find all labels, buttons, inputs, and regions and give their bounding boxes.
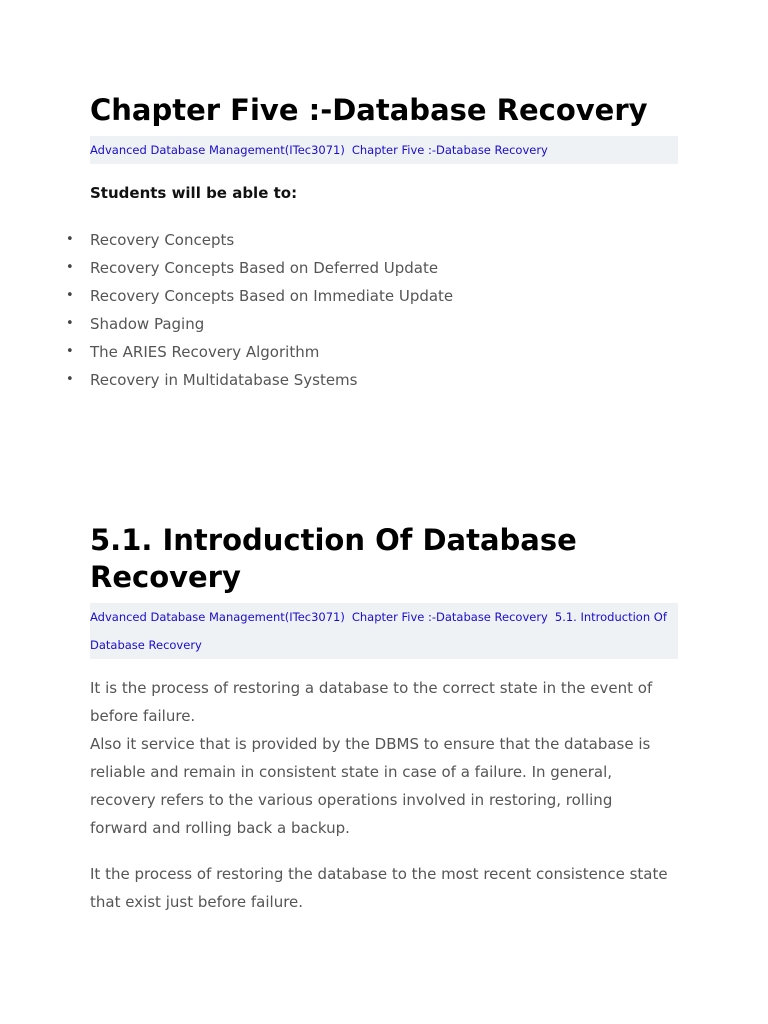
section-title-line: 5.1. Introduction Of Database: [90, 523, 577, 557]
paragraph-line: Also it service that is provided by the DBMS to ensure that the database is: [90, 735, 651, 753]
list-item-text: Recovery Concepts Based on Immediate Update: [90, 287, 454, 305]
list-item-text: Shadow Paging: [90, 315, 205, 333]
list-item: [66, 338, 768, 366]
breadcrumb: [90, 136, 678, 164]
list-item-text: The ARIES Recovery Algorithm: [90, 343, 320, 361]
breadcrumb-link-course[interactable]: Advanced Database Management(ITec3071): [90, 610, 345, 624]
list-item: [66, 226, 768, 254]
section-title-line: Recovery: [90, 560, 241, 594]
paragraph-line: It the process of restoring the database to the most recent consistence state: [90, 865, 668, 883]
bullet-icon: •: [66, 372, 74, 387]
list-item: [66, 310, 768, 338]
objectives-list: [0, 226, 768, 394]
breadcrumb-link-section-cont[interactable]: Database Recovery: [90, 638, 202, 652]
bullet-icon: •: [66, 260, 74, 275]
paragraph-line: that exist just before failure.: [90, 893, 304, 911]
bullet-icon: •: [66, 316, 74, 331]
bullet-icon: •: [66, 344, 74, 359]
objectives-intro: Students will be able to:: [90, 184, 298, 202]
paragraph: [90, 860, 678, 916]
paragraph-line: recovery refers to the various operations involved in restoring, rolling: [90, 791, 613, 809]
breadcrumb-link-course[interactable]: Advanced Database Management(ITec3071): [90, 143, 345, 157]
list-item: [66, 254, 768, 282]
list-item: [66, 366, 768, 394]
bullet-icon: •: [66, 232, 74, 247]
list-item: [66, 282, 768, 310]
paragraph-line: It is the process of restoring a database to the correct state in the event of: [90, 679, 653, 697]
paragraph-line: forward and rolling back a backup.: [90, 819, 350, 837]
list-item-text: Recovery Concepts: [90, 231, 235, 249]
list-item-text: Recovery in Multidatabase Systems: [90, 371, 358, 389]
breadcrumb: [90, 603, 678, 659]
paragraph-line: before failure.: [90, 707, 196, 725]
list-item-text: Recovery Concepts Based on Deferred Update: [90, 259, 439, 277]
paragraph-line: reliable and remain in consistent state in case of a failure. In general,: [90, 763, 613, 781]
breadcrumb-link-section[interactable]: 5.1. Introduction Of: [554, 610, 667, 624]
breadcrumb-link-chapter[interactable]: Chapter Five :-Database Recovery: [351, 610, 548, 624]
section-title: [90, 522, 650, 596]
paragraph: [90, 674, 678, 842]
breadcrumb-link-chapter[interactable]: Chapter Five :-Database Recovery: [351, 143, 548, 157]
chapter-title: Chapter Five :-Database Recovery: [90, 93, 648, 127]
bullet-icon: •: [66, 288, 74, 303]
